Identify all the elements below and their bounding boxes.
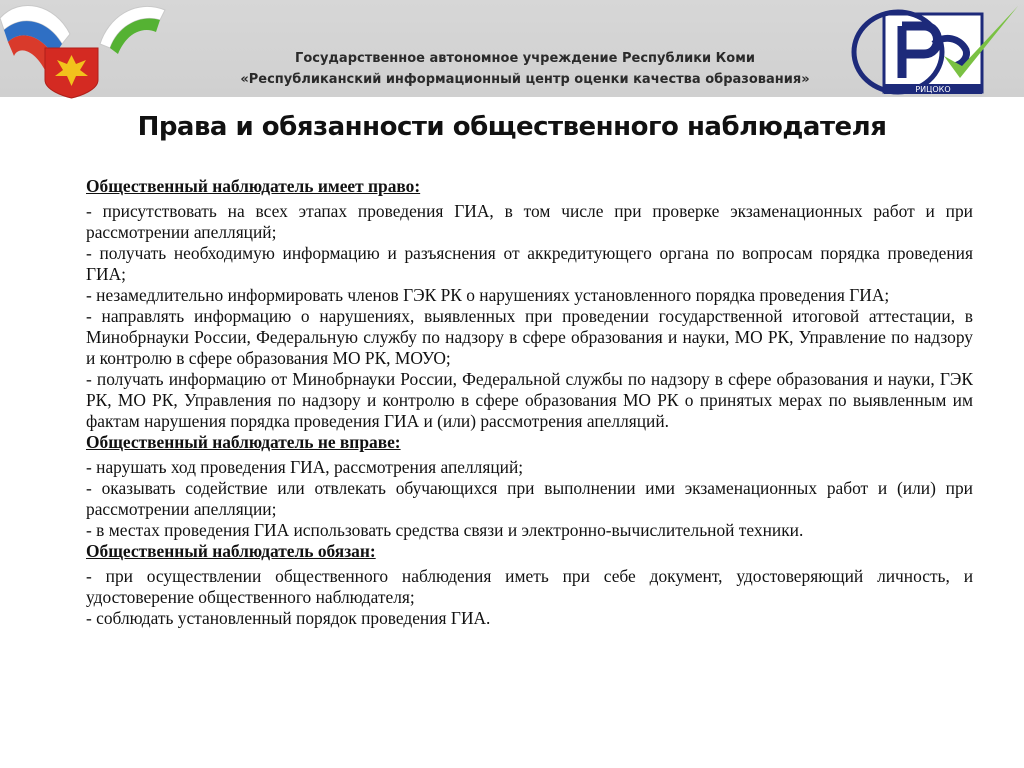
list-item: - незамедлительно информировать членов ГЭК РК о нарушениях установленного порядка проведения ГИА; (86, 285, 890, 305)
content-body (86, 176, 973, 629)
section-obligations (86, 541, 973, 629)
section-heading: Общественный наблюдатель имеет право: (86, 176, 421, 196)
section-heading: Общественный наблюдатель обязан: (86, 541, 376, 561)
list-item: - присутствовать на всех этапах проведения ГИА, в том числе при проверке экзаменационных работ и при рассмотрении апелляций; (86, 201, 973, 242)
section-prohibited (86, 432, 973, 541)
list-item: - при осуществлении общественного наблюдения иметь при себе документ, удостоверяющий личность, и удостоверение общественного наблюдателя; (86, 566, 973, 607)
section-heading: Общественный наблюдатель не вправе: (86, 432, 401, 452)
list-item: - получать необходимую информацию и разъяснения от аккредитующего органа по вопросам порядка проведения ГИА; (86, 243, 973, 284)
list-item: - оказывать содействие или отвлекать обучающихся при выполнении ими экзаменационных работ и (или) при рассмотрении апелляции; (86, 478, 973, 519)
list-item: - в местах проведения ГИА использовать средства связи и электронно-вычислительной техники. (86, 520, 804, 540)
list-item: - соблюдать установленный порядок проведения ГИА. (86, 608, 491, 628)
list-item: - нарушать ход проведения ГИА, рассмотрения апелляций; (86, 457, 524, 477)
org-logo-caption: РИЦОКО (915, 85, 951, 94)
list-item: - получать информацию от Минобрнауки России, Федеральной службы по надзору в сфере образования и науки, ГЭК РК, МО РК, Управления по надзору и контролю в сфере образования МО РК о принятых мерах по выявленным им фактам нарушения порядка проведения ГИА и (или) рассмотрения апелляций. (86, 369, 973, 431)
slide-title: Права и обязанности общественного наблюдателя (137, 112, 887, 142)
list-item: - направлять информацию о нарушениях, выявленных при проведении государственной итоговой аттестации, в Минобрнауки России, Федеральную службу по надзору в сфере образования и науки, МО РК, Управление по надзору и контролю в сфере образования МО РК, МОУО; (86, 306, 973, 368)
org-name-line-2: «Республиканский информационный центр оценки качества образования» (240, 72, 810, 87)
org-name-line-1: Государственное автономное учреждение Республики Коми (295, 51, 755, 66)
section-rights (86, 176, 973, 432)
